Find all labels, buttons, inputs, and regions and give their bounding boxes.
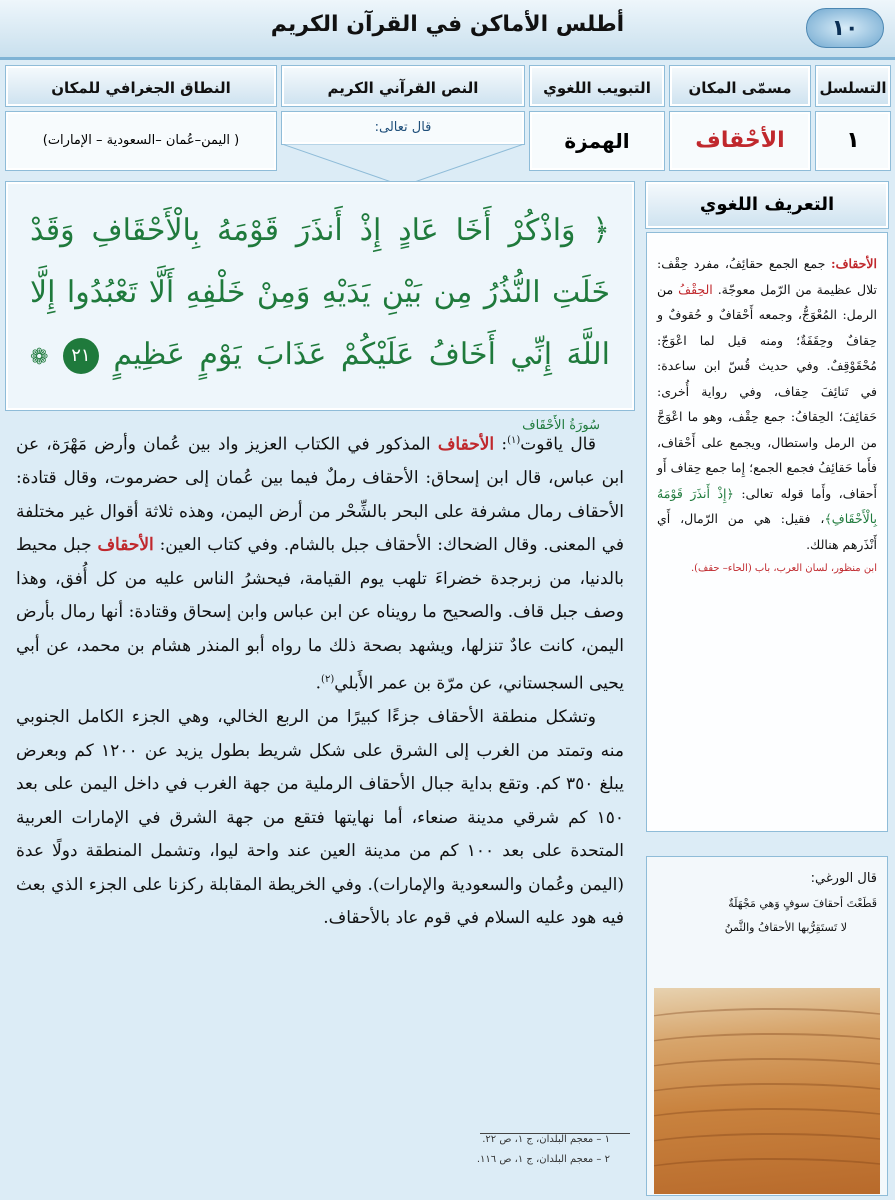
ayah-number: ٢١ — [63, 338, 99, 374]
header-serial: التسلسل — [816, 66, 890, 106]
header-geo-scope: النطاق الجغرافي للمكان — [6, 66, 276, 106]
highlight-term: الأحقاف — [97, 535, 154, 556]
poem-intro: قال الورغي: — [810, 871, 877, 886]
page-title: أطلس الأماكن في القرآن الكريم — [270, 12, 625, 37]
quran-verse-text: ﴿ وَاذْكُرْ أَخَا عَادٍ إِذْ أَنذَرَ قَوْمَهُ بِالْأَحْقَافِ وَقَدْ خَلَتِ النُّذُرُ مِن بَيْنِ يَدَيْهِ وَمِنْ خَلْفِهِ أَلَّا تَعْبُدُوا إِلَّا اللَّهَ إِنِّي أَخَافُ عَلَيْكُمْ عَذَابَ يَوْمٍ عَظِيمٍ — [30, 213, 611, 372]
definition-text: جمع الجمع حقائِفُ، مفرد حِقْف: تلال عظيمة من الرّمل معوجّة. — [657, 256, 878, 297]
definition-source: ابن منظور، لسان العرب، باب (الحاء– حقف). — [690, 563, 877, 574]
footnote-ref-1: (١) — [507, 435, 521, 446]
definition-text: ، فقيل: هي من الرّمال، أَي أَنْذَرهم هنالك. — [657, 511, 877, 552]
article-text: : — [494, 434, 508, 455]
footnote-2: ٢ – معجم البلدان، ج ١، ص ١١٦. — [476, 1154, 610, 1165]
verse-end-ornament-icon: ❁ — [30, 345, 49, 370]
article-paragraph-2: وتشكل منطقة الأحقاف جزءًا كبيرًا من الربع الخالي، وهي الجزء الكامل الجنوبي منه وتمتد من الغرب إلى الشرق على شكل شريط بطول يزيد عن ١٢٠٠ كم وبعرض يبلغ ٣٥٠ كم. وتقع بداية جبال الأحقاف الرملية من جهة الغرب في داخل اليمن على بعد ١٥٠ كم شرقي مدينة صنعاء، أما نهايتها فتقع من جهة الشرق في الإمارات العربية المتحدة على بعد ١٠٠ كم من مدينة العين عند واحة ليوا، وتشمل المنطقة دولًا عدة (اليمن وعُمان والسعودية والإمارات). وفي الخريطة المقابلة ركزنا على الجزء الذي بعث فيه هود عليه السلام في قوم عاد بالأحقاف. — [16, 707, 624, 929]
definition-term: الأحقاف: — [830, 256, 877, 271]
cell-quran-intro: قال تعالى: — [282, 112, 524, 144]
definition-text: من الرمل: المُعْوَجُّ، وجمعه أَحْقافٌ و حُقوفٌ و حِقافٌ وحِقَفَةٌ؛ ومنه قيل لما اعْوَجّ: مُحْقَوْقِفٌ. وفي حديث قُسّ ابن ساعدة: في تَنائِفَ حِقاف، وفي رواية أُخرى: حَقائِفَ؛ الحِقافُ: جمع حِقْف، وهو ما اعْوَجَّ من الرمل واستطال، ويجمع على أَحْقاف، فأَما حَقائِفُ فجمع الجمع؛ إِما جمع حِقاف أَو أَحقاف، وأَما قوله تعالى: — [657, 281, 877, 501]
sidebar-heading: التعريف اللغوي — [646, 182, 888, 228]
poem-line-1: قَطَعْتَ أحقافَ سوفٍ وَهي مَجْهَلَةٌ — [728, 897, 877, 910]
article-text: المذكور في الكتاب العزيز واد بين عُمان وأرض مَهْرَة، عن ابن عباس، قال ابن إسحاق: الأحقاف رملٌ فيما بين عُمان إلى حضرموت، وقال قتادة: الأحقاف رمال مشرفة على البحر بالشِّحْر من أرض اليمن، وهذه ثلاثة أقوال غير مختلفة في المعنى. وقال الضحاك: الأحقاف جبل بالشام. وفي كتاب العين: — [16, 434, 624, 556]
highlight-term: الأحقاف — [437, 434, 495, 455]
cell-serial: ١ — [816, 112, 890, 170]
header-quran-text: النص القرآني الكريم — [282, 66, 524, 106]
cell-place-name: الأحْقاف — [670, 112, 810, 170]
poem-line-2: لا تَستَقِرُّبها الأحقافُ والثَّمنُ — [724, 921, 847, 934]
sura-name: سُورَةُ الأَحْقَاف — [522, 418, 600, 433]
article-paragraph-1 — [16, 424, 624, 701]
footnotes — [30, 1130, 610, 1170]
definition-quote: ﴿إِذْ أَنذَرَ قَوْمَهُ بِالْأَحْقَافِ﴾ — [657, 485, 877, 526]
footnote-ref-2: (٢) — [321, 674, 335, 686]
quran-verse — [30, 200, 610, 457]
definition-term-2: الحِقْفُ — [678, 281, 713, 297]
desert-dunes-photo — [654, 988, 880, 1194]
quran-verse-box — [6, 182, 634, 433]
article-text: . — [315, 673, 322, 694]
cell-linguistic: الهمزة — [530, 112, 664, 170]
article-text: جبل محيط بالدنيا، من زبرجدة خضراءَ تلهب يوم القيامة، فيحشرُ الناس عليه من كل أُفق، وهذا وصف جبل قاف. والصحيح ما رويناه عن ابن عباس وابن إسحاق وقتادة: أنها رمال بأرض اليمن، كانت عادٌ تنزلها، ويشهد بصحة ذلك ما رواه أبو المنذر هشام بن محمد، عن أبي يحيى السجستاني، عن مرّة بن عمر الأَبلي — [16, 535, 624, 694]
main-article — [6, 420, 634, 1120]
cell-geo-scope: ( اليمن–عُمان –السعودية – الإمارات) — [6, 112, 276, 170]
header-linguistic: التبويب اللغوي — [530, 66, 664, 106]
article-text: قال ياقوت — [520, 434, 596, 455]
linguistic-definition-box — [646, 232, 888, 832]
header-place-name: مسمّى المكان — [670, 66, 810, 106]
page-number-badge: ١٠ — [806, 8, 884, 48]
footnote-1: ١ – معجم البلدان، ج ١، ص ٢٢. — [482, 1134, 610, 1145]
